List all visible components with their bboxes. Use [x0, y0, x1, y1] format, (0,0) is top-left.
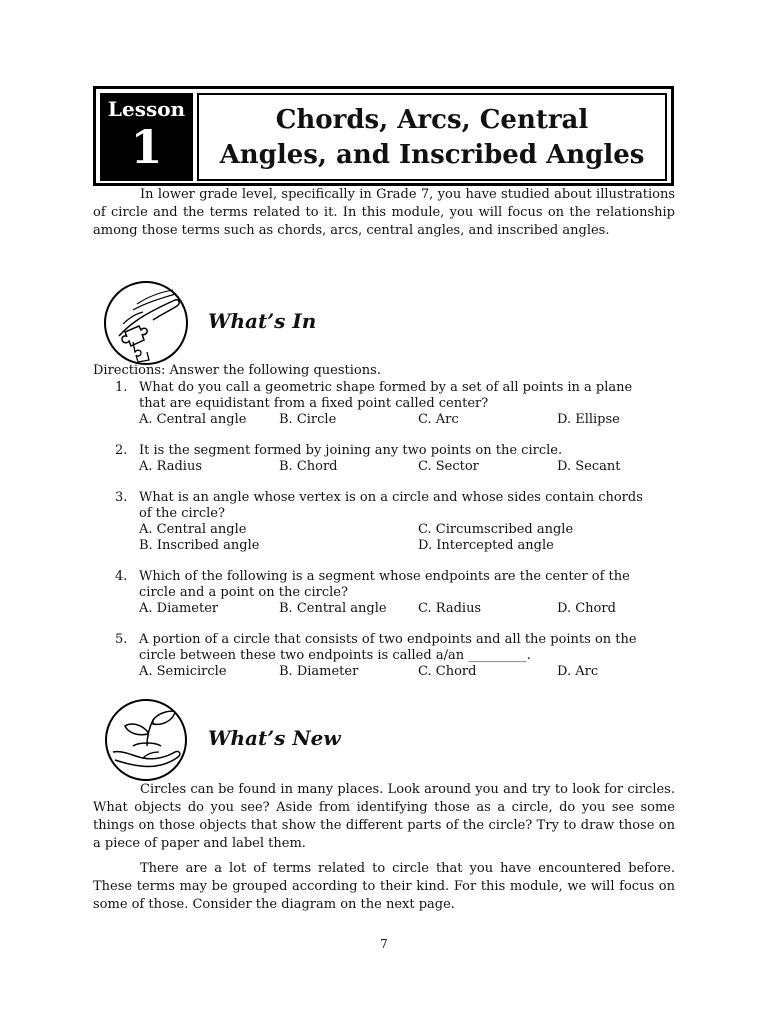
answer-choices — [139, 664, 675, 680]
choice-b: B. Diameter — [279, 664, 359, 679]
lesson-number: 1 — [130, 120, 163, 174]
question-2 — [115, 443, 675, 475]
question-number: 2. — [115, 443, 128, 458]
choice-b: B. Chord — [279, 459, 338, 474]
hand-puzzle-piece-icon — [103, 280, 189, 366]
whats-in-title: What’s In — [208, 309, 317, 333]
question-text-line: It is the segment formed by joining any two points on the circle. — [139, 443, 563, 458]
choice-d: D. Secant — [557, 459, 621, 474]
whats-new-paragraph-2: There are a lot of terms related to circle that you have encountered before. These terms may be grouped according to their kind. For this module, we will focus on some of those. Consider the diagram on the next page. — [93, 861, 675, 912]
choice-d: D. Ellipse — [557, 412, 620, 427]
answer-choices — [139, 412, 675, 428]
choice-b: B. Circle — [279, 412, 337, 427]
choice-a: A. Radius — [139, 459, 203, 474]
choice-c: C. Circumscribed angle — [418, 522, 574, 537]
question-text-line: of the circle? — [139, 506, 225, 521]
choice-d: D. Arc — [557, 664, 599, 679]
choice-c: C. Chord — [418, 664, 477, 679]
question-number: 1. — [115, 380, 128, 395]
intro-paragraph: In lower grade level, specifically in Grade 7, you have studied about illustrations of circle and the terms related to it. In this module, you will focus on the relationship among those terms such as chords, arcs, central angles, and inscribed angles. — [93, 187, 675, 238]
lesson-title — [197, 93, 667, 181]
question-5 — [115, 632, 675, 680]
choice-a: A. Semicircle — [139, 664, 227, 679]
answer-choices — [139, 538, 675, 554]
answer-choices — [139, 601, 675, 617]
choice-a: A. Central angle — [139, 412, 247, 427]
whats-new-paragraph-1: Circles can be found in many places. Look around you and try to look for circles. What objects do you see? Aside from identifying those as a circle, do you see some things on those objects that show the different parts of the circle? Try to draw those on a piece of paper and label them. — [93, 782, 675, 851]
choice-c: C. Arc — [418, 412, 459, 427]
question-number: 3. — [115, 490, 128, 505]
question-1 — [115, 380, 675, 428]
question-4 — [115, 569, 675, 617]
choice-b: B. Inscribed angle — [139, 538, 260, 553]
question-text-line: circle and a point on the circle? — [139, 585, 348, 600]
choice-d: D. Intercepted angle — [418, 538, 554, 553]
question-text-line: that are equidistant from a fixed point called center? — [139, 396, 489, 411]
question-text-line: What is an angle whose vertex is on a circle and whose sides contain chords — [139, 490, 643, 505]
choice-b: B. Central angle — [279, 601, 387, 616]
answer-choices — [139, 522, 675, 538]
question-number: 5. — [115, 632, 128, 647]
question-3 — [115, 490, 675, 554]
question-number: 4. — [115, 569, 128, 584]
whats-new-title: What’s New — [208, 726, 341, 750]
answer-choices — [139, 459, 675, 475]
choice-a: A. Central angle — [139, 522, 247, 537]
hand-sprout-icon — [103, 698, 189, 782]
lesson-header — [93, 86, 674, 186]
question-text-line: circle between these two endpoints is called a/an _________. — [139, 648, 531, 663]
question-text-line: Which of the following is a segment whose endpoints are the center of the — [139, 569, 630, 584]
directions: Directions: Answer the following questions. — [93, 363, 381, 378]
choice-d: D. Chord — [557, 601, 616, 616]
lesson-number-box — [100, 93, 193, 181]
choice-a: A. Diameter — [139, 601, 219, 616]
choice-c: C. Radius — [418, 601, 482, 616]
question-text-line: What do you call a geometric shape formed by a set of all points in a plane — [139, 380, 633, 395]
lesson-title-line2: Angles, and Inscribed Angles — [219, 140, 645, 170]
question-text-line: A portion of a circle that consists of two endpoints and all the points on the — [139, 632, 637, 647]
lesson-title-line1: Chords, Arcs, Central — [275, 105, 589, 135]
choice-c: C. Sector — [418, 459, 479, 474]
lesson-label: Lesson — [107, 97, 186, 121]
page-number: 7 — [380, 937, 388, 951]
